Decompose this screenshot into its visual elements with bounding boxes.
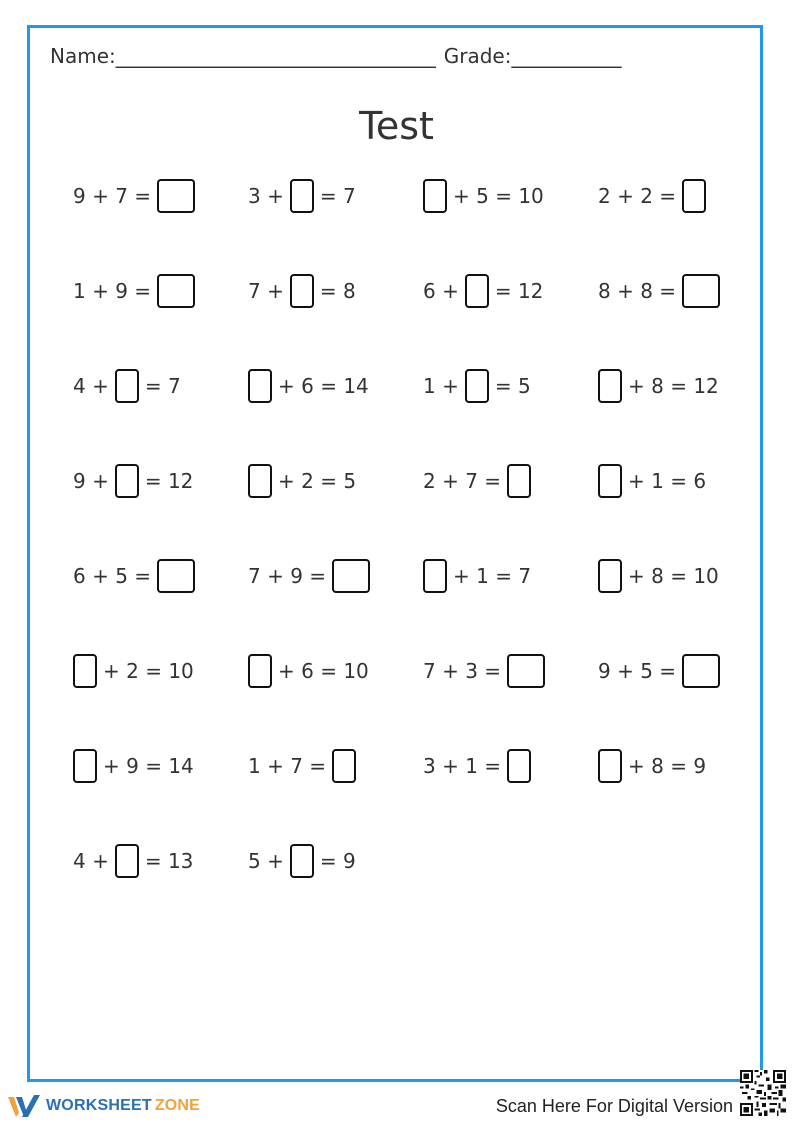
answer-box[interactable] [290,274,314,308]
equation-text: 4 + [73,374,109,398]
equation-text: + 1 = 7 [453,564,532,588]
equation-text: + 8 = 12 [628,374,719,398]
equation-text: 1 + 9 = [73,279,152,303]
problem-item [595,559,722,593]
equation-text: 4 + [73,849,109,873]
problem-item [595,464,709,498]
problem-item [245,749,359,783]
equation-text: 7 + 3 = [423,659,502,683]
answer-box[interactable] [682,274,720,308]
problem-item [420,274,546,308]
answer-box[interactable] [290,844,314,878]
name-field-label: Name:________________________________ [50,44,436,68]
equation-text: = 5 [494,374,531,398]
equation-text: = 8 [319,279,356,303]
grade-field-label: Grade:___________ [443,44,622,68]
equation-text: 2 + 7 = [423,469,502,493]
equation-text: + 6 = 14 [278,374,369,398]
problem-item [245,844,359,878]
equation-text: + 8 = 9 [628,754,707,778]
answer-box[interactable] [423,559,447,593]
answer-box[interactable] [157,274,195,308]
equation-text: + 2 = 5 [278,469,357,493]
answer-box[interactable] [157,179,195,213]
equation-text: + 5 = 10 [453,184,544,208]
problem-item [595,749,709,783]
equation-text: 9 + [73,469,109,493]
logo-text: WORKSHEET ZONE [46,1097,201,1114]
problem-item [595,654,723,688]
answer-box[interactable] [598,464,622,498]
problem-item [70,749,197,783]
answer-box[interactable] [115,844,139,878]
problem-item [420,559,534,593]
answer-box[interactable] [507,464,531,498]
problem-item [245,464,359,498]
header [50,44,621,68]
answer-box[interactable] [332,559,370,593]
qr-code-icon[interactable] [740,1070,786,1116]
answer-box[interactable] [332,749,356,783]
answer-box[interactable] [73,654,97,688]
answer-box[interactable] [248,654,272,688]
equation-text: + 6 = 10 [278,659,369,683]
answer-box[interactable] [73,749,97,783]
answer-box[interactable] [682,654,720,688]
problem-item [245,559,373,593]
equation-text: 1 + [423,374,459,398]
scan-prompt-text: Scan Here For Digital Version [495,1096,733,1116]
answer-box[interactable] [507,749,531,783]
equation-text: = 12 [494,279,544,303]
problem-item [595,179,709,213]
equation-text: = 7 [319,184,356,208]
worksheetzone-logo-icon [8,1093,42,1119]
equation-text: 9 + 7 = [73,184,152,208]
worksheetzone-logo [8,1092,200,1120]
answer-box[interactable] [598,749,622,783]
problem-item [420,654,548,688]
equation-text: 6 + [423,279,459,303]
answer-box[interactable] [115,369,139,403]
problem-item [70,179,198,213]
answer-box[interactable] [248,369,272,403]
problem-item [420,179,547,213]
equation-text: = 13 [144,849,194,873]
answer-box[interactable] [290,179,314,213]
problem-item [245,369,372,403]
answer-box[interactable] [507,654,545,688]
answer-box[interactable] [465,369,489,403]
page-title: Test [359,104,434,148]
problem-item [420,369,534,403]
answer-box[interactable] [598,559,622,593]
equation-text: 8 + 8 = [598,279,677,303]
problem-item [70,844,196,878]
equation-text: + 8 = 10 [628,564,719,588]
answer-box[interactable] [115,464,139,498]
answer-box[interactable] [598,369,622,403]
problem-item [420,464,534,498]
problem-item [70,654,197,688]
equation-text: 2 + 2 = [598,184,677,208]
problem-item [595,369,722,403]
problem-item [245,179,359,213]
equation-text: 7 + [248,279,284,303]
equation-text: = 12 [144,469,194,493]
equation-text: 5 + [248,849,284,873]
problem-item [245,274,359,308]
answer-box[interactable] [248,464,272,498]
answer-box[interactable] [423,179,447,213]
equation-text: 3 + [248,184,284,208]
problem-item [70,274,198,308]
answer-box[interactable] [682,179,706,213]
equation-text: 1 + 7 = [248,754,327,778]
problem-item [70,559,198,593]
equation-text: 3 + 1 = [423,754,502,778]
answer-box[interactable] [465,274,489,308]
equation-text: + 9 = 14 [103,754,194,778]
problem-item [70,369,184,403]
equation-text: + 2 = 10 [103,659,194,683]
problem-item [245,654,372,688]
problem-item [420,749,534,783]
problem-item [595,274,723,308]
equation-text: 7 + 9 = [248,564,327,588]
equation-text: 9 + 5 = [598,659,677,683]
answer-box[interactable] [157,559,195,593]
equation-text: = 7 [144,374,181,398]
problem-item [70,464,196,498]
equation-text: + 1 = 6 [628,469,707,493]
equation-text: = 9 [319,849,356,873]
equation-text: 6 + 5 = [73,564,152,588]
